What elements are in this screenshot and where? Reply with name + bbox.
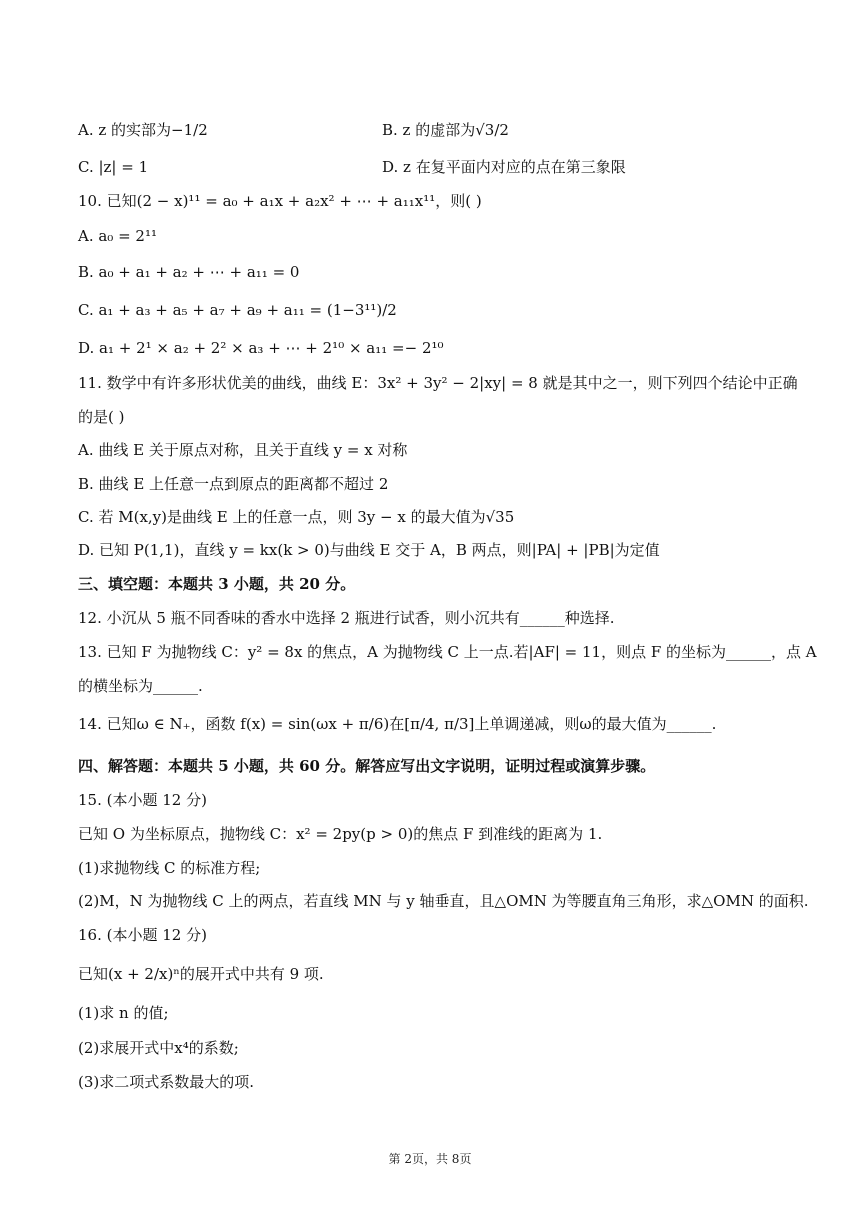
q16-stem: 已知(x + 2/x)ⁿ的展开式中共有 9 项. xyxy=(78,965,324,983)
q9-option-c: C. |z| = 1 xyxy=(78,158,149,176)
q15-stem: 已知 O 为坐标原点，抛物线 C：x² = 2py(p > 0)的焦点 F 到准线的距离为 1. xyxy=(78,825,603,843)
q15-part2: (2)M，N 为抛物线 C 上的两点，若直线 MN 与 y 轴垂直，且△OMN 为等腰直角三角形，求△OMN 的面积. xyxy=(78,892,809,910)
q9-option-d: D. z 在复平面内对应的点在第三象限 xyxy=(382,158,626,176)
q11-option-d: D. 已知 P(1,1)，直线 y = kx(k > 0)与曲线 E 交于 A，B 两点，则|PA| + |PB|为定值 xyxy=(78,541,660,559)
section-fill-in-heading: 三、填空题：本题共 3 小题，共 20 分。 xyxy=(78,575,356,593)
q11-stem-line2: 的是( ) xyxy=(78,408,125,426)
q14-text: 14. 已知ω ∈ N₊，函数 f(x) = sin(ωx + π/6)在[π/4, π/3]上单调递减，则ω的最大值为______. xyxy=(78,715,717,733)
q11-option-b: B. 曲线 E 上任意一点到原点的距离都不超过 2 xyxy=(78,475,389,493)
q15-title: 15. (本小题 12 分) xyxy=(78,791,207,809)
q11-option-c: C. 若 M(x,y)是曲线 E 上的任意一点，则 3y − x 的最大值为√35 xyxy=(78,508,515,526)
q12-text: 12. 小沉从 5 瓶不同香味的香水中选择 2 瓶进行试香，则小沉共有______种选择. xyxy=(78,609,615,627)
q11-option-a: A. 曲线 E 关于原点对称，且关于直线 y = x 对称 xyxy=(78,441,408,459)
q13-line2: 的横坐标为______. xyxy=(78,677,203,695)
q16-title: 16. (本小题 12 分) xyxy=(78,926,207,944)
page-footer: 第 2页，共 8页 xyxy=(388,1152,472,1166)
q10-option-c: C. a₁ + a₃ + a₅ + a₇ + a₉ + a₁₁ = (1−3¹¹)/2 xyxy=(78,301,397,319)
q10-option-d: D. a₁ + 2¹ × a₂ + 2² × a₃ + ⋯ + 2¹⁰ × a₁₁ =− 2¹⁰ xyxy=(78,339,444,357)
q16-part1: (1)求 n 的值; xyxy=(78,1004,169,1022)
q11-stem-line1: 11. 数学中有许多形状优美的曲线，曲线 E：3x² + 3y² − 2|xy| = 8 就是其中之一，则下列四个结论中正确 xyxy=(78,374,798,392)
q10-option-a: A. a₀ = 2¹¹ xyxy=(78,227,157,245)
q10-stem: 10. 已知(2 − x)¹¹ = a₀ + a₁x + a₂x² + ⋯ + a₁₁x¹¹，则( ) xyxy=(78,192,482,210)
q15-part1: (1)求抛物线 C 的标准方程; xyxy=(78,859,261,877)
q13-line1: 13. 已知 F 为抛物线 C：y² = 8x 的焦点，A 为抛物线 C 上一点.若|AF| = 11，则点 F 的坐标为______，点 A xyxy=(78,643,817,661)
section-answer-heading: 四、解答题：本题共 5 小题，共 60 分。解答应写出文字说明，证明过程或演算步骤。 xyxy=(78,757,656,775)
q9-option-a: A. z 的实部为−1/2 xyxy=(78,121,208,139)
q10-option-b: B. a₀ + a₁ + a₂ + ⋯ + a₁₁ = 0 xyxy=(78,263,300,281)
q16-part3: (3)求二项式系数最大的项. xyxy=(78,1073,255,1091)
q9-option-b: B. z 的虚部为√3/2 xyxy=(382,121,509,139)
q16-part2: (2)求展开式中x⁴的系数; xyxy=(78,1039,239,1057)
